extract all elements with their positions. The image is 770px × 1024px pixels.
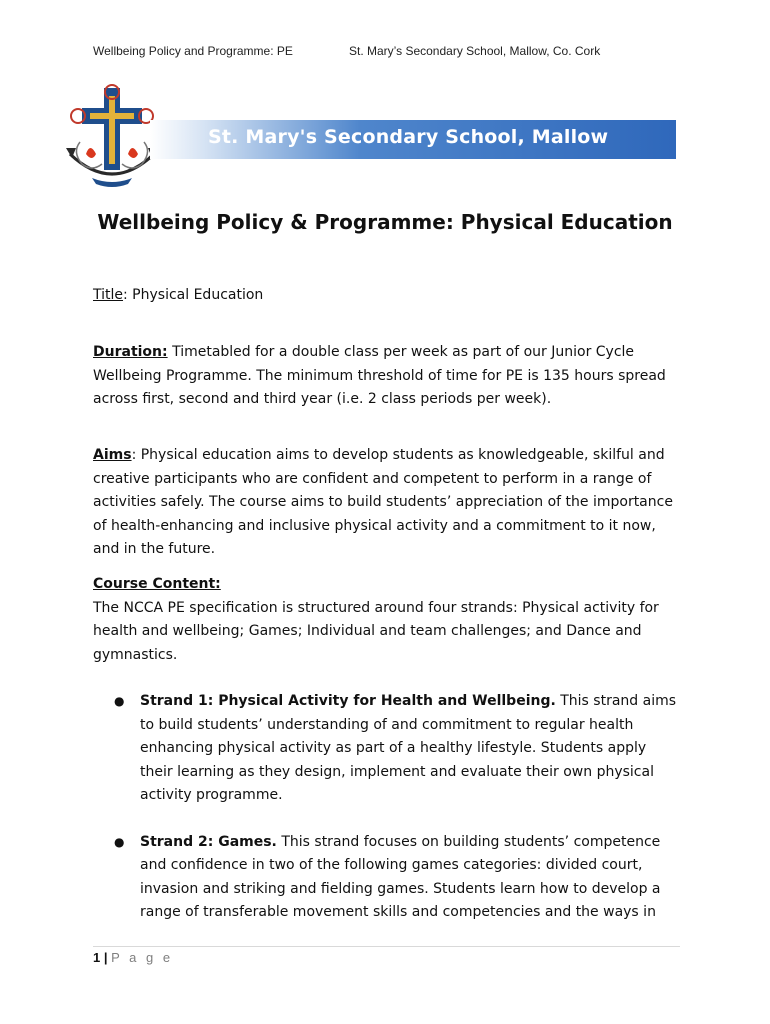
bullet-icon: ● bbox=[114, 834, 125, 849]
page-number: 1 bbox=[93, 950, 101, 965]
aims-paragraph bbox=[93, 444, 683, 562]
footer-divider bbox=[93, 946, 680, 947]
duration-label: Duration: bbox=[93, 344, 168, 360]
strand-text: This strand focuses on building students’ competence and confidence in two of the following games categories: divided court, invasion and striking and fielding games. Students learn how to develop a range of transferable movement skills and competencies and the ways in bbox=[140, 833, 661, 920]
course-content-text: The NCCA PE specification is structured around four strands: Physical activity for health and wellbeing; Games; Individual and team challenges; and Dance and gymnastics. bbox=[93, 599, 659, 663]
bullet-icon: ● bbox=[114, 694, 125, 708]
title-paragraph bbox=[93, 284, 683, 308]
title-value: : Physical Education bbox=[123, 287, 264, 303]
course-content-label: Course Content: bbox=[93, 576, 221, 592]
school-crest-logo bbox=[62, 82, 162, 194]
aims-label: Aims bbox=[93, 447, 132, 463]
page-label: P a g e bbox=[111, 950, 174, 965]
school-name-banner bbox=[150, 120, 676, 159]
strands-list bbox=[93, 690, 683, 925]
banner-school-name: St. Mary's Secondary School, Mallow bbox=[208, 126, 609, 148]
list-item bbox=[93, 831, 683, 925]
strand-heading: Strand 2: Games. bbox=[140, 833, 277, 850]
document-title: Wellbeing Policy & Programme: Physical Education bbox=[97, 210, 673, 234]
course-content-section bbox=[93, 573, 683, 667]
aims-text: : Physical education aims to develop students as knowledgeable, skilful and creative participants who are confident and competent to perform in a range of activities safely. The course aims to build students’ appreciation of the importance of health-enhancing and inclusive physical activity and a commitment to it now, and in the future. bbox=[93, 447, 673, 557]
page-separator: | bbox=[103, 950, 108, 965]
title-label: Title bbox=[93, 287, 124, 303]
duration-text: Timetabled for a double class per week as part of our Junior Cycle Wellbeing Programme. The minimum threshold of time for PE is 135 hours spread across first, second and third year (i.e. 2 class periods per week). bbox=[93, 344, 666, 407]
list-item bbox=[93, 690, 683, 808]
strand-text: This strand aims to build students’ understanding of and commitment to regular health enhancing physical activity as part of a healthy lifestyle. Students apply their learning as they design, implement and evaluate their own physical activity programme. bbox=[140, 693, 677, 803]
page-footer bbox=[93, 950, 173, 965]
duration-paragraph bbox=[93, 341, 683, 412]
header-left-text: Wellbeing Policy and Programme: PE bbox=[93, 44, 293, 58]
strand-heading: Strand 1: Physical Activity for Health and Wellbeing. bbox=[140, 693, 556, 709]
header-right-text: St. Mary’s Secondary School, Mallow, Co. Cork bbox=[349, 44, 601, 58]
